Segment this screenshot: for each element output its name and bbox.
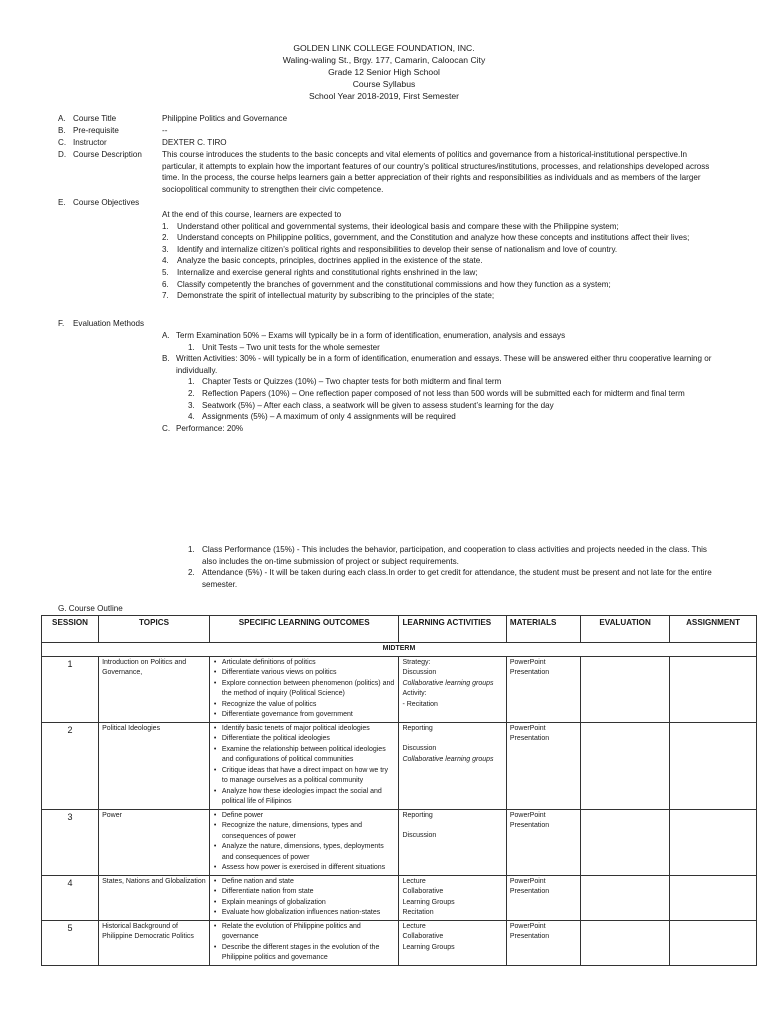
- list-item: 3. Identify and internalize citizen’s political rights and responsibilities to develop their sense of nationalism and love of country.: [162, 244, 618, 254]
- list-item: • Articulate definitions of politics: [213, 658, 396, 669]
- assignment-cell: [670, 809, 757, 875]
- materials-cell: PowerPoint Presentation: [506, 656, 580, 722]
- document-type: Course Syllabus: [352, 79, 416, 89]
- header-materials: MATERIALS: [506, 616, 580, 643]
- list-item: • Explore connection between phenomenon (politics) and the method of inquiry (Political Science): [213, 679, 396, 700]
- evaluation-item-performance: C. Performance: 20%: [162, 423, 244, 433]
- list-item: 4. Assignments (5%) – A maximum of only 4 assignments will be required: [188, 412, 456, 422]
- course-description-text: This course introduces the students to the basic concepts and vital elements of politics and governance from a historical-institutional perspective.In particular, it attempts to explain how the important features of our country’s political structures/institutions, processes, and relationships developed across time. In the process, the course helps learners gain a better appreciation of their rights and responsibilities as individuals and as members of the larger sociopolitical community to strengthen their civic competence.: [162, 150, 710, 194]
- objectives-list: [162, 209, 722, 302]
- outcomes-cell: [209, 920, 399, 965]
- list-item: • Identify basic tenets of major political ideologies: [213, 724, 396, 735]
- section-letter: F.: [58, 319, 65, 328]
- activities-cell: Reporting Discussion Collaborative learning groups: [399, 722, 506, 809]
- evaluation-cell: [581, 809, 670, 875]
- assignment-cell: [670, 656, 757, 722]
- section-label: Course Title: [73, 114, 117, 123]
- activities-cell: Reporting Discussion: [399, 809, 506, 875]
- instructor-value: DEXTER C. TIRO: [162, 138, 227, 147]
- materials-cell: PowerPoint Presentation: [506, 809, 580, 875]
- section-letter: A.: [58, 114, 66, 123]
- header-evaluation: EVALUATION: [581, 616, 670, 643]
- section-letter: C.: [58, 138, 67, 147]
- session-number: 5: [42, 920, 99, 965]
- topic-cell: Power: [99, 809, 210, 875]
- section-letter: D.: [58, 150, 67, 159]
- list-item: 5. Internalize and exercise general rights and constitutional rights enshrined in the law;: [162, 267, 478, 277]
- document-header: [0, 42, 768, 102]
- evaluation-item-written-activities: B. Written Activities: 30% - will typically be in a form of identification, enumeration and essays. These will be answered either thru cooperative learning or individually.: [162, 354, 712, 375]
- list-item: • Define power: [213, 811, 396, 822]
- list-item: 3. Seatwork (5%) – After each class, a seatwork will be given to assess student’s learning for the day: [188, 400, 554, 410]
- list-item: • Differentiate various views on politics: [213, 668, 396, 679]
- list-item: • Explain meanings of globalization: [213, 898, 396, 909]
- materials-cell: PowerPoint Presentation: [506, 875, 580, 920]
- section-label: Course Outline: [68, 604, 123, 613]
- session-number: 3: [42, 809, 99, 875]
- header-session: SESSION: [42, 616, 99, 643]
- objectives-intro: At the end of this course, learners are expected to: [162, 210, 342, 219]
- table-row: [42, 722, 757, 809]
- table-row: [42, 875, 757, 920]
- session-number: 2: [42, 722, 99, 809]
- list-item: • Describe the different stages in the evolution of the Philippine politics and governance: [213, 943, 396, 964]
- list-item: 2. Attendance (5%) - It will be taken during each class.In order to get credit for attendance, the student must be present and not late for the entire semester.: [188, 568, 712, 589]
- topic-cell: Political Ideologies: [99, 722, 210, 809]
- list-item: • Analyze the nature, dimensions, types, deployments and consequences of power: [213, 842, 396, 863]
- list-item: • Relate the evolution of Philippine politics and governance: [213, 922, 396, 943]
- outcomes-cell: [209, 656, 399, 722]
- performance-breakdown: [188, 544, 723, 590]
- list-item: • Analyze how these ideologies impact the social and political life of Filipinos: [213, 787, 396, 808]
- list-item: • Recognize the value of politics: [213, 700, 396, 711]
- list-item: • Assess how power is exercised in different situations: [213, 863, 396, 874]
- activities-cell: Strategy: Discussion Collaborative learning groups Activity: - Recitation: [399, 656, 506, 722]
- assignment-cell: [670, 875, 757, 920]
- school-year: School Year 2018-2019, First Semester: [309, 91, 459, 101]
- section-letter: B.: [58, 126, 66, 135]
- list-item: 1. Understand other political and governmental systems, their ideological basis and compare these with the Philippine system;: [162, 221, 619, 231]
- list-item: 2. Reflection Papers (10%) – One reflection paper composed of not less than 500 words will be submitted each for midterm and final term: [188, 388, 685, 398]
- table-row: [42, 920, 757, 965]
- header-activities: LEARNING ACTIVITIES: [399, 616, 506, 643]
- evaluation-item-term-exam: A. Term Examination 50% – Exams will typically be in a form of identification, enumeration, analysis and essays: [162, 331, 566, 340]
- evaluation-methods-list: [162, 330, 722, 434]
- section-letter: E.: [58, 198, 66, 207]
- section-label: Pre-requisite: [73, 126, 119, 135]
- section-label: Course Objectives: [73, 198, 140, 207]
- activities-cell: Lecture Collaborative Learning Groups: [399, 920, 506, 965]
- header-topics: TOPICS: [99, 616, 210, 643]
- midterm-row: [42, 643, 757, 657]
- list-item: 7. Demonstrate the spirit of intellectual maturity by subscribing to the principles of the state;: [162, 291, 495, 301]
- list-item: • Evaluate how globalization influences nation-states: [213, 908, 396, 919]
- evaluation-cell: [581, 722, 670, 809]
- session-number: 1: [42, 656, 99, 722]
- section-letter: G.: [58, 604, 67, 613]
- list-item: • Define nation and state: [213, 877, 396, 888]
- assignment-cell: [670, 722, 757, 809]
- grade-level: Grade 12 Senior High School: [328, 67, 440, 77]
- table-row: [42, 656, 757, 722]
- section-label: Evaluation Methods: [73, 319, 145, 328]
- topic-cell: Introduction on Politics and Governance,: [99, 656, 210, 722]
- evaluation-cell: [581, 920, 670, 965]
- evaluation-cell: [581, 875, 670, 920]
- course-outline-table: [41, 615, 757, 966]
- materials-cell: PowerPoint Presentation: [506, 920, 580, 965]
- outcomes-cell: [209, 722, 399, 809]
- section-label: Course Description: [73, 150, 142, 159]
- list-item: • Differentiate the political ideologies: [213, 734, 396, 745]
- header-outcomes: SPECIFIC LEARNING OUTCOMES: [209, 616, 399, 643]
- list-item: 6. Classify competently the branches of government and the constitutional commissions and how they function as a system;: [162, 279, 611, 289]
- list-item: 4. Analyze the basic concepts, principles, doctrines applied in the existence of the state.: [162, 256, 483, 266]
- assignment-cell: [670, 920, 757, 965]
- session-number: 4: [42, 875, 99, 920]
- topic-cell: States, Nations and Globalization: [99, 875, 210, 920]
- activities-cell: Lecture Collaborative Learning Groups Recitation: [399, 875, 506, 920]
- school-name: GOLDEN LINK COLLEGE FOUNDATION, INC.: [293, 43, 475, 53]
- list-item: • Recognize the nature, dimensions, types and consequences of power: [213, 821, 396, 842]
- topic-cell: Historical Background of Philippine Democratic Politics: [99, 920, 210, 965]
- evaluation-cell: [581, 656, 670, 722]
- materials-cell: PowerPoint Presentation: [506, 722, 580, 809]
- list-item: 1. Class Performance (15%) - This includes the behavior, participation, and cooperation to class activities and projects needed in the class. This also includes the on-time submission of project or subject requirements.: [188, 545, 707, 566]
- list-item: 1. Chapter Tests or Quizzes (10%) – Two chapter tests for both midterm and final term: [188, 377, 502, 387]
- list-item: • Critique ideas that have a direct impact on how we try to manage ourselves as a political community: [213, 766, 396, 787]
- section-label: Instructor: [73, 138, 107, 147]
- list-item: • Examine the relationship between political ideologies and configurations of political communities: [213, 745, 396, 766]
- section-course-outline: [58, 604, 123, 613]
- school-address: Waling-waling St., Brgy. 177, Camarin, Caloocan City: [282, 55, 486, 65]
- midterm-label: MIDTERM: [42, 643, 757, 657]
- list-item: 1. Unit Tests – Two unit tests for the whole semester: [188, 342, 380, 352]
- outcomes-cell: [209, 809, 399, 875]
- list-item: 2. Understand concepts on Philippine politics, government, and the Constitution and analyze how these concepts and institutions affect their lives;: [162, 233, 690, 243]
- prerequisite-value: --: [162, 126, 168, 135]
- table-header-row: [42, 616, 757, 643]
- list-item: • Differentiate governance from government: [213, 710, 396, 721]
- list-item: • Differentiate nation from state: [213, 887, 396, 898]
- course-title-value: Philippine Politics and Governance: [162, 114, 288, 123]
- table-row: [42, 809, 757, 875]
- header-assignment: ASSIGNMENT: [670, 616, 757, 643]
- outcomes-cell: [209, 875, 399, 920]
